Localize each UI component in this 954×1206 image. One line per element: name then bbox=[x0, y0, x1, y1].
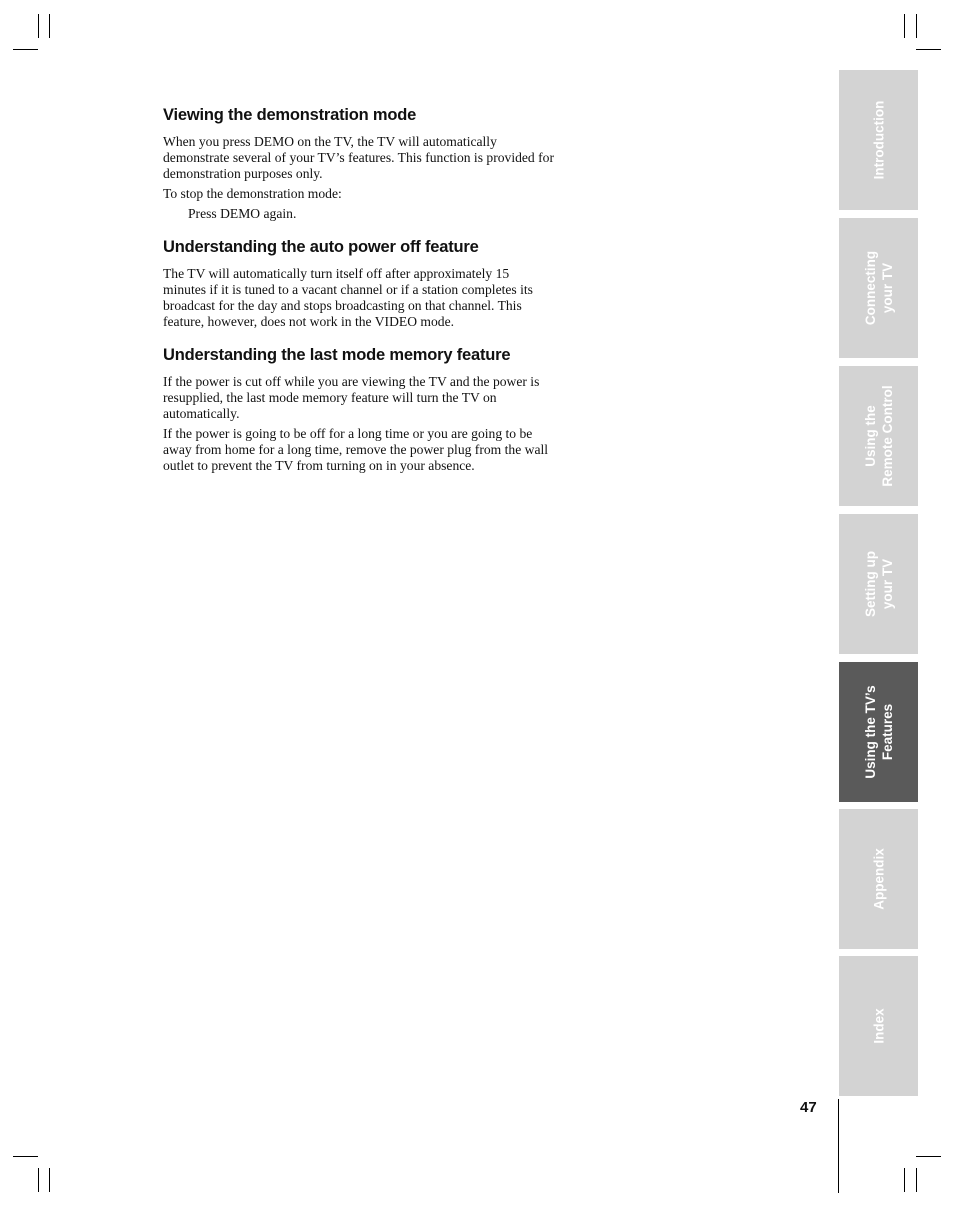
divider-line bbox=[838, 1099, 839, 1193]
tab-introduction[interactable] bbox=[839, 70, 918, 210]
tab-label: Setting up your TV bbox=[862, 551, 895, 617]
section-heading: Understanding the last mode memory feature bbox=[163, 346, 511, 364]
tab-appendix[interactable] bbox=[839, 809, 918, 949]
section-heading: Understanding the auto power off feature bbox=[163, 238, 479, 256]
crop-mark bbox=[49, 14, 50, 38]
tab-label: Using the TV’s Features bbox=[862, 685, 895, 779]
crop-mark bbox=[13, 1156, 38, 1157]
section-auto-power-off bbox=[163, 236, 555, 330]
crop-mark bbox=[916, 49, 941, 50]
crop-mark bbox=[38, 14, 39, 38]
section-heading: Viewing the demonstration mode bbox=[163, 106, 417, 124]
tab-setting-up-your-tv[interactable] bbox=[839, 514, 918, 654]
section-last-mode-memory bbox=[163, 344, 555, 474]
body-text: When you press DEMO on the TV, the TV will automatically demonstrate several of your TV’s features. This function is provided for demonstration purposes only. bbox=[163, 134, 554, 181]
page-number: 47 bbox=[800, 1099, 817, 1116]
body-text: The TV will automatically turn itself off after approximately 15 minutes if it is tuned to a vacant channel or if a station completes its broadcast for the day and stops broadcasting on that channel. This feature, however, does not work in the VIDEO mode. bbox=[163, 266, 533, 329]
crop-mark bbox=[49, 1168, 50, 1192]
tab-label: Using the Remote Control bbox=[862, 385, 895, 487]
tab-connecting-your-tv[interactable] bbox=[839, 218, 918, 358]
main-content bbox=[163, 104, 555, 488]
crop-mark bbox=[904, 1168, 905, 1192]
body-text: If the power is cut off while you are viewing the TV and the power is resupplied, the last mode memory feature will turn the TV on automatically. bbox=[163, 374, 540, 421]
crop-mark bbox=[916, 1168, 917, 1192]
tab-index[interactable] bbox=[839, 956, 918, 1096]
crop-mark bbox=[904, 14, 905, 38]
body-text: To stop the demonstration mode: bbox=[163, 186, 342, 201]
instruction-step: Press DEMO again. bbox=[188, 206, 297, 221]
crop-mark bbox=[916, 1156, 941, 1157]
tab-label: Connecting your TV bbox=[862, 250, 895, 326]
crop-mark bbox=[38, 1168, 39, 1192]
body-text: If the power is going to be off for a long time or you are going to be away from home for a long time, remove the power plug from the wall outlet to prevent the TV from turning on in your absence. bbox=[163, 426, 549, 473]
crop-mark bbox=[13, 49, 38, 50]
tab-label: Index bbox=[871, 1008, 886, 1044]
tab-using-remote-control[interactable] bbox=[839, 366, 918, 506]
tab-label: Appendix bbox=[871, 848, 886, 910]
crop-mark bbox=[916, 14, 917, 38]
tab-using-tv-features[interactable] bbox=[839, 662, 918, 802]
tab-label: Introduction bbox=[871, 100, 886, 180]
section-demonstration-mode bbox=[163, 104, 555, 222]
